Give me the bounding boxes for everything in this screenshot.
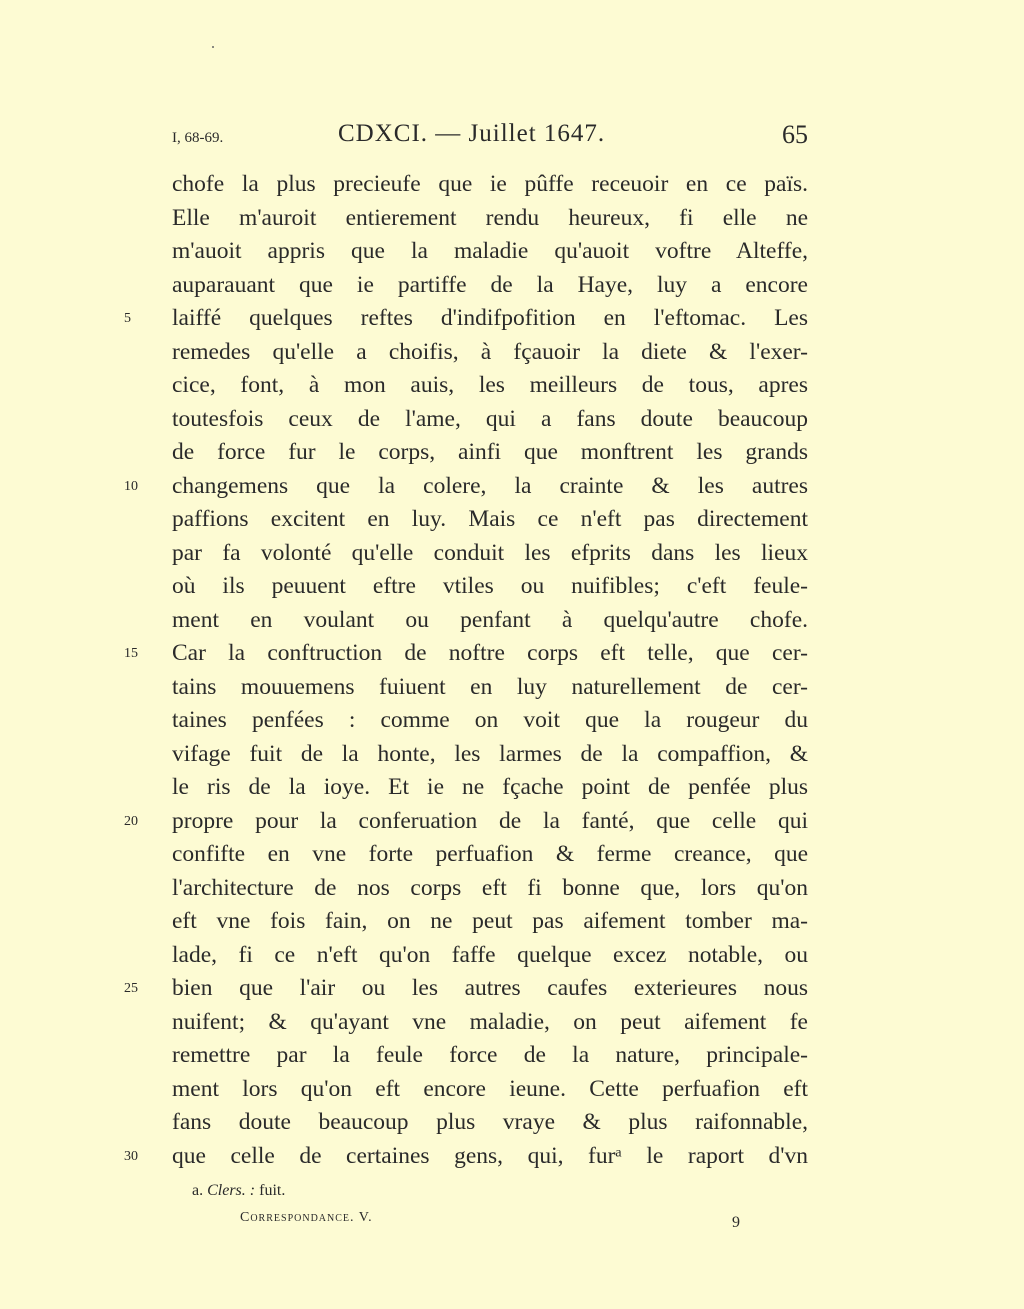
text-line	[172, 905, 808, 939]
line-text: de force fur le corps, ainfi que monftrent les grands	[172, 439, 808, 465]
line-text: ment en voulant ou penfant à quelqu'autre chofe.	[172, 606, 808, 633]
text-line	[172, 1073, 808, 1107]
line-text: chofe la plus precieufe que ie pûffe receuoir en ce païs.	[172, 171, 808, 197]
text-line	[124, 637, 808, 671]
text-line	[172, 202, 808, 236]
text-line	[172, 738, 808, 772]
text-line	[172, 168, 808, 202]
ink-speck	[212, 46, 214, 48]
text-line	[172, 671, 808, 705]
text-line	[172, 369, 808, 403]
footnote-label: a.	[192, 1182, 204, 1199]
line-text: le ris de la ioye. Et ie ne fçache point de penfée plus	[172, 774, 808, 800]
line-text: eft vne fois fain, on ne peut pas aifement tomber ma-	[172, 908, 808, 934]
line-number: 20	[124, 813, 138, 829]
text-line	[172, 838, 808, 872]
line-text: bien que l'air ou les autres caufes exterieures nous	[172, 975, 808, 1001]
line-text: fans doute beaucoup plus vraye & plus raifonnable,	[172, 1109, 808, 1135]
line-number: 30	[124, 1148, 138, 1164]
text-line	[124, 470, 808, 504]
text-line	[124, 805, 808, 839]
page-number: 65	[782, 120, 808, 149]
text-line	[172, 235, 808, 269]
text-line	[172, 503, 808, 537]
line-number: 25	[124, 981, 138, 996]
signature-mark: 9	[732, 1214, 740, 1231]
text-line	[172, 771, 808, 805]
line-text: paffions excitent en luy. Mais ce n'eft pas directement	[172, 506, 808, 532]
text-line	[124, 1140, 808, 1174]
text-line	[172, 1006, 808, 1040]
text-line	[172, 570, 808, 604]
line-text: vifage fuit de la honte, les larmes de la compaffion, &	[172, 740, 808, 767]
body-text	[124, 168, 808, 1173]
line-text: par fa volonté qu'elle conduit les efprits dans les lieux	[172, 539, 808, 566]
text-line	[172, 537, 808, 571]
running-head	[0, 120, 1024, 156]
text-line	[172, 872, 808, 906]
line-text: où ils peuuent eftre vtiles ou nuifibles; c'eft feule-	[172, 573, 808, 599]
text-line	[172, 269, 808, 303]
line-text: cice, font, à mon auis, les meilleurs de tous, apres	[172, 372, 808, 398]
line-text: nuifent; & qu'ayant vne maladie, on peut aifement fe	[172, 1008, 808, 1035]
line-text: Car la conftruction de noftre corps eft telle, que cer-	[172, 640, 808, 666]
footnote-source: Clers. :	[207, 1182, 256, 1199]
signature-line: Correspondance. V.	[240, 1210, 373, 1225]
line-text: changemens que la colere, la crainte & les autres	[172, 472, 808, 499]
line-text: auparauant que ie partiffe de la Haye, luy a encore	[172, 271, 808, 298]
line-text: remettre par la feule force de la nature, principale-	[172, 1042, 808, 1068]
text-line	[172, 403, 808, 437]
text-line	[172, 939, 808, 973]
footnote	[192, 1182, 285, 1200]
line-text: confifte en vne forte perfuafion & ferme creance, que	[172, 841, 808, 867]
line-text: propre pour la conferuation de la fanté, que celle qui	[172, 807, 808, 834]
line-text: tains mouuemens fuiuent en luy naturellement de cer-	[172, 673, 808, 700]
line-number: 15	[124, 646, 138, 661]
line-text: lade, fi ce n'eft qu'on faffe quelque excez notable, ou	[172, 941, 808, 968]
text-line	[172, 436, 808, 470]
footnote-reading: fuit.	[259, 1182, 286, 1199]
running-head-reference: I, 68-69.	[172, 130, 224, 146]
line-text: taines penfées : comme on voit que la rougeur du	[172, 707, 808, 733]
line-number: 5	[124, 311, 131, 326]
line-text: l'architecture de nos corps eft fi bonne que, lors qu'on	[172, 874, 808, 901]
text-line	[172, 604, 808, 638]
text-line	[172, 704, 808, 738]
line-text: toutesfois ceux de l'ame, qui a fans doute beaucoup	[172, 405, 808, 432]
text-line	[172, 1106, 808, 1140]
text-line	[124, 302, 808, 336]
line-text: remedes qu'elle a choifis, à fçauoir la diete & l'exer-	[172, 338, 808, 365]
line-text: m'auoit appris que la maladie qu'auoit voftre Alteffe,	[172, 238, 808, 264]
line-text: que celle de certaines gens, qui, furᵃ le raport d'vn	[172, 1142, 808, 1169]
running-head-title: CDXCI. — Juillet 1647.	[338, 120, 606, 147]
text-line	[124, 972, 808, 1006]
text-line	[172, 336, 808, 370]
line-number: 10	[124, 478, 138, 494]
text-line	[172, 1039, 808, 1073]
line-text: ment lors qu'on eft encore ieune. Cette perfuafion eft	[172, 1075, 808, 1102]
line-text: Elle m'auroit entierement rendu heureux, fi elle ne	[172, 204, 808, 231]
line-text: laiffé quelques reftes d'indifpofition en l'eftomac. Les	[172, 305, 808, 331]
